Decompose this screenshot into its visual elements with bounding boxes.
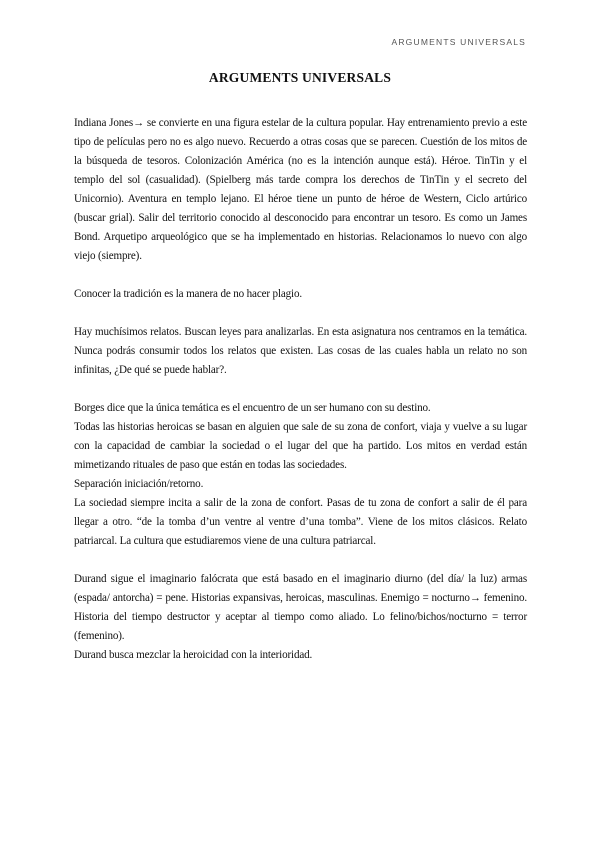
paragraph-indiana-jones: Indiana Jones→ se convierte en una figura estelar de la cultura popular. Hay entrenamiento previo a este tipo de películas pero no es algo nuevo. Recuerdo a otras cosas que se parecen. Cuestión de los mitos de la búsqueda de tesoros. Colonización América (no es la intención aunque está). Héroe. TinTin y el templo del sol (casualidad). (Spielberg más tarde compra los derechos de TinTin y el secreto del Unicornio). Aventura en templo lejano. El héroe tiene un punto de héroe de Western, Ciclo artúrico (buscar grial). Salir del territorio conocido al desconocido para encontrar un tesoro. Es como un James Bond. Arquetipo arqueológico que se ha implementado en historias. Relacionamos lo nuevo con algo viejo (siempre). [74, 117, 527, 262]
paragraph-separacion: Separación iniciación/retorno. [74, 478, 204, 490]
page-title: ARGUMENTS UNIVERSALS [208, 70, 392, 85]
paragraph-durand-imaginario: Durand sigue el imaginario falócrata que está basado en el imaginario diurno (del día/ la luz) armas (espada/ antorcha) = pene. Historias expansivas, heroicas, masculinas. Enemigo = nocturno→ femenino. Historia del tiempo destructor y aceptar al tiempo como aliado. Lo felino/bichos/nocturno = terror (femenino). [74, 573, 527, 642]
document-body [74, 114, 527, 665]
paragraph-relatos: Hay muchísimos relatos. Buscan leyes para analizarlas. En esta asignatura nos centramos en la temática. Nunca podrás consumir todos los relatos que existen. Las cosas de las cuales habla un relato no son infinitas, ¿De qué se puede hablar?. [74, 326, 527, 376]
paragraph-durand-heroicidad: Durand busca mezclar la heroicidad con la interioridad. [74, 649, 313, 661]
paragraph-borges: Borges dice que la única temática es el encuentro de un ser humano con su destino. [74, 402, 431, 414]
paragraph-tradicion: Conocer la tradición es la manera de no hacer plagio. [74, 288, 302, 300]
paragraph-historias-heroicas: Todas las historias heroicas se basan en alguien que sale de su zona de confort, viaja y vuelve a su lugar con la capacidad de cambiar la sociedad o el lugar del que ha partido. Los mitos en verdad están mimetizando rituales de paso que están en todas las sociedades. [74, 421, 527, 471]
paragraph-sociedad: La sociedad siempre incita a salir de la zona de confort. Pasas de tu zona de confort a salir de él para llegar a otro. “de la tomba d’un ventre al ventre d’una tomba”. Viene de los mitos clásicos. Relato patriarcal. La cultura que estudiaremos viene de una cultura patriarcal. [74, 497, 527, 547]
running-header: ARGUMENTS UNIVERSALS [391, 37, 526, 47]
